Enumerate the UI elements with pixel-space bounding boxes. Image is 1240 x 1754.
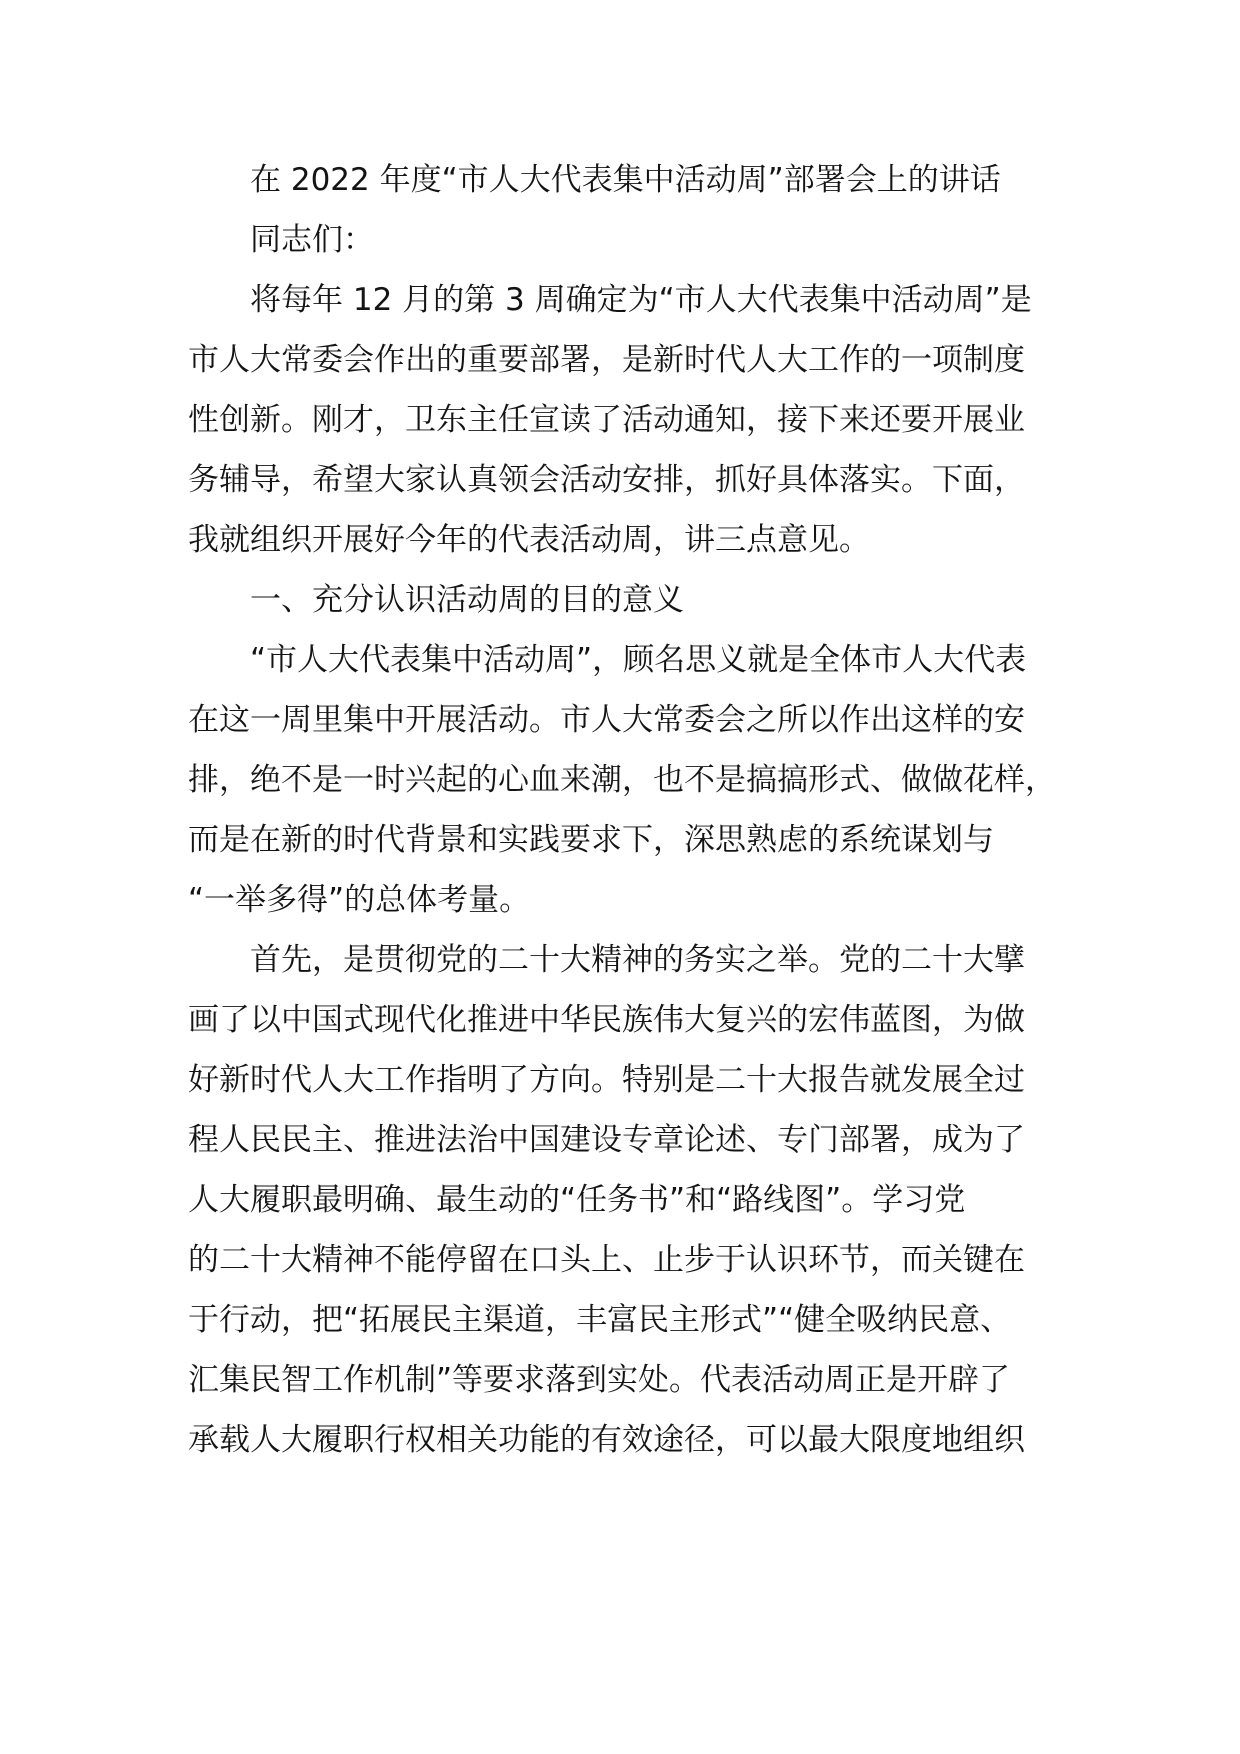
paragraph-line: 在这一周里集中开展活动。市人大常委会之所以作出这样的安 (188, 702, 1025, 738)
paragraph-line: 首先，是贯彻党的二十大精神的务实之举。党的二十大擘 (250, 942, 1025, 978)
paragraph-line: 性创新。刚才，卫东主任宣读了活动通知，接下来还要开展业 (188, 402, 1025, 438)
paragraph-line: 人大履职最明确、最生动的“任务书”和“路线图”。学习党 (188, 1182, 966, 1218)
paragraph-line: 而是在新的时代背景和实践要求下，深思熟虑的系统谋划与 (188, 822, 994, 858)
paragraph-line: 务辅导，希望大家认真领会活动安排，抓好具体落实。下面， (188, 462, 1025, 498)
paragraph-line: 我就组织开展好今年的代表活动周，讲三点意见。 (188, 522, 870, 558)
paragraph-line: “一举多得”的总体考量。 (188, 882, 531, 918)
document-title: 在 2022 年度“市人大代表集中活动周”部署会上的讲话 (250, 162, 1001, 198)
paragraph-line: 排，绝不是一时兴起的心血来潮，也不是搞搞形式、做做花样， (188, 762, 1056, 798)
paragraph-line: 市人大常委会作出的重要部署，是新时代人大工作的一项制度 (188, 342, 1025, 378)
paragraph-line: 画了以中国式现代化推进中华民族伟大复兴的宏伟蓝图，为做 (188, 1002, 1025, 1038)
paragraph-line: 将每年 12 月的第 3 周确定为“市人大代表集中活动周”是 (250, 282, 1032, 318)
paragraph-line: 程人民民主、推进法治中国建设专章论述、专门部署，成为了 (188, 1122, 1025, 1158)
paragraph-line: 汇集民智工作机制”等要求落到实处。代表活动周正是开辟了 (188, 1362, 1011, 1398)
paragraph-line: 的二十大精神不能停留在口头上、止步于认识环节，而关键在 (188, 1242, 1025, 1278)
paragraph-line: 承载人大履职行权相关功能的有效途径，可以最大限度地组织 (188, 1422, 1025, 1458)
paragraph-line: 于行动，把“拓展民主渠道，丰富民主形式”“健全吸纳民意、 (188, 1302, 1012, 1338)
paragraph-line: 好新时代人大工作指明了方向。特别是二十大报告就发展全过 (188, 1062, 1025, 1098)
salutation: 同志们： (250, 222, 374, 258)
section-heading: 一、充分认识活动周的目的意义 (250, 582, 684, 618)
paragraph-line: “市人大代表集中活动周”，顾名思义就是全体市人大代表 (250, 642, 1027, 678)
